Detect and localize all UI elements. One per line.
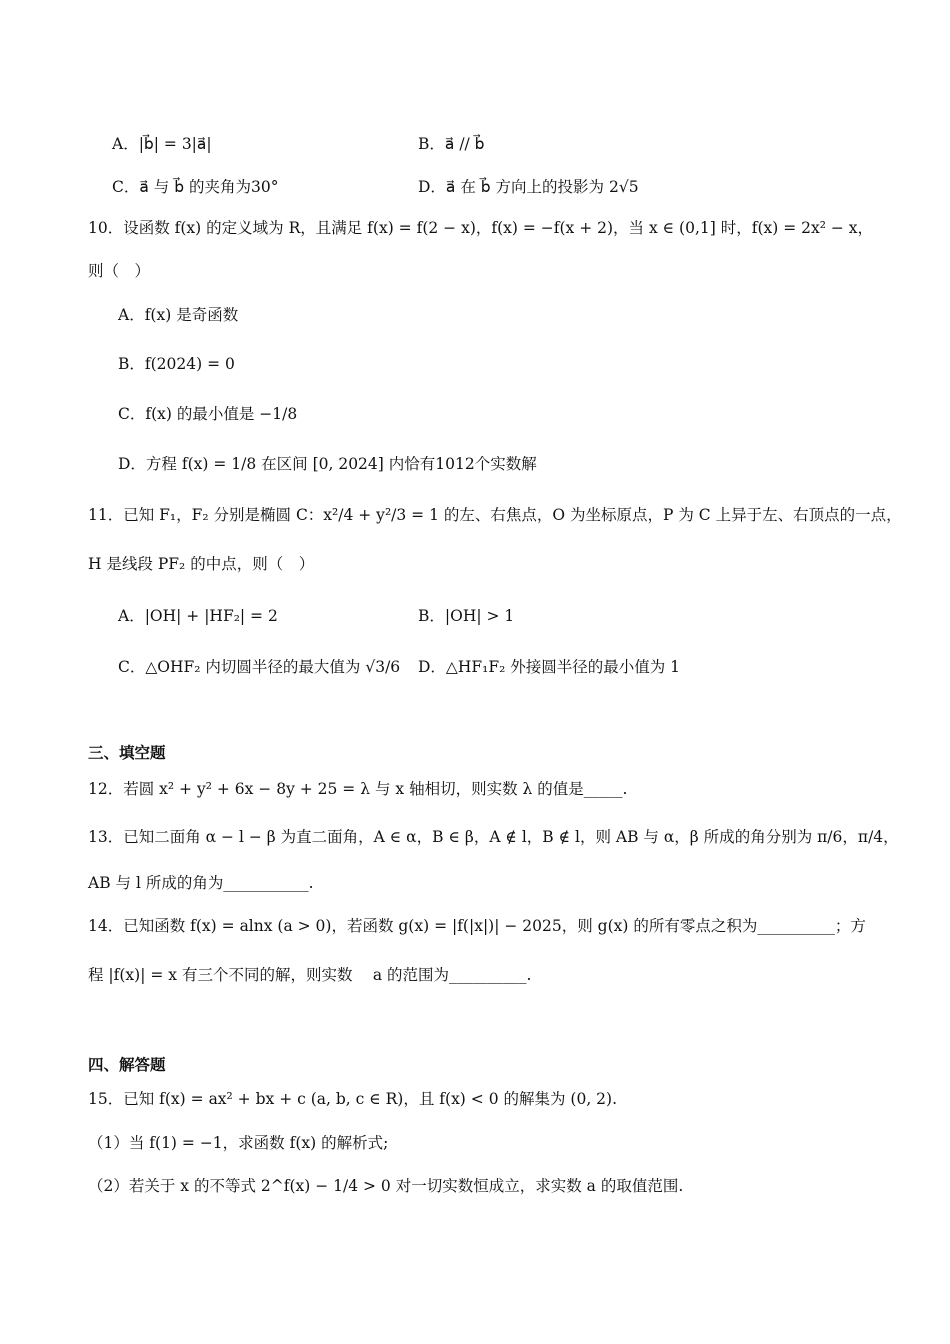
- q11-option-a: A．|OH| + |HF₂| = 2: [118, 607, 278, 625]
- q10-option-b: B．f(2024) = 0: [118, 355, 235, 373]
- q10-stem-line1: 10．设函数 f(x) 的定义域为 R，且满足 f(x) = f(2 − x)，f(x) = −f(x + 2)，当 x ∈ (0,1] 时，f(x) = 2x² − x，: [88, 219, 874, 237]
- q11-option-b: B．|OH| > 1: [418, 607, 515, 625]
- q13-line1: 13．已知二面角 α − l − β 为直二面角，A ∈ α，B ∈ β，A ∉ l，B ∉ l，则 AB 与 α，β 所成的角分别为 π/6，π/4，: [88, 828, 899, 846]
- q11-stem-line1: 11．已知 F₁，F₂ 分别是椭圆 C：x²/4 + y²/3 = 1 的左、右焦点，O 为坐标原点，P 为 C 上异于左、右顶点的一点，: [88, 506, 902, 524]
- q10-option-c: C．f(x) 的最小值是 −1/8: [118, 405, 298, 423]
- q9-option-a: A．|b⃗| = 3|a⃗|: [112, 135, 212, 153]
- q10-stem-line2: 则（ ）: [88, 262, 151, 280]
- q9-option-d: D．a⃗ 在 b⃗ 方向上的投影为 2√5: [418, 178, 639, 196]
- q15-stem: 15．已知 f(x) = ax² + bx + c (a, b, c ∈ R)，且 f(x) < 0 的解集为 (0, 2).: [88, 1090, 618, 1108]
- q11-option-d: D．△HF₁F₂ 外接圆半径的最小值为 1: [418, 658, 681, 676]
- q14-line1: 14．已知函数 f(x) = alnx (a > 0)，若函数 g(x) = |f(|x|)| − 2025，则 g(x) 的所有零点之积为__________；方: [88, 917, 866, 935]
- q15-part1: （1）当 f(1) = −1，求函数 f(x) 的解析式;: [88, 1134, 389, 1152]
- q10-option-d: D．方程 f(x) = 1/8 在区间 [0, 2024] 内恰有1012个实数解: [118, 455, 537, 473]
- q11-option-c: C．△OHF₂ 内切圆半径的最大值为 √3/6: [118, 658, 401, 676]
- q12-text: 12．若圆 x² + y² + 6x − 8y + 25 = λ 与 x 轴相切，则实数 λ 的值是_____.: [88, 780, 628, 798]
- q11-stem-line2: H 是线段 PF₂ 的中点，则（ ）: [88, 555, 315, 573]
- q15-part2: （2）若关于 x 的不等式 2^f(x) − 1/4 > 0 对一切实数恒成立，求实数 a 的取值范围.: [88, 1177, 684, 1195]
- q13-line2: AB 与 l 所成的角为___________.: [88, 874, 314, 892]
- q9-option-b: B．a⃗ // b⃗: [418, 135, 485, 153]
- q10-option-a: A．f(x) 是奇函数: [118, 306, 239, 324]
- section-title-solutions: 四、解答题: [88, 1056, 166, 1074]
- q9-option-c: C．a⃗ 与 b⃗ 的夹角为30°: [112, 178, 279, 196]
- section-title-fill-in: 三、填空题: [88, 744, 166, 762]
- q14-line2: 程 |f(x)| = x 有三个不同的解，则实数 a 的范围为__________.: [88, 966, 532, 984]
